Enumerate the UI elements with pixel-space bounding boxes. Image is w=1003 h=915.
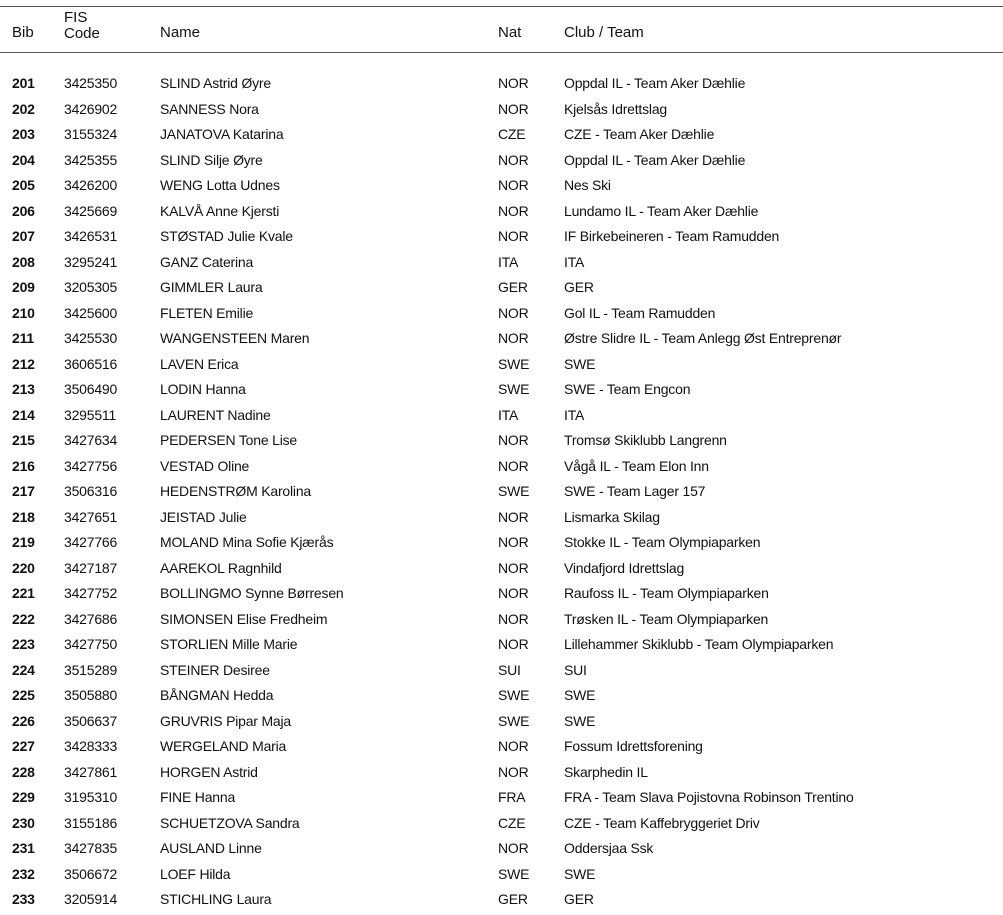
- fis-code: 3428333: [64, 738, 118, 754]
- club-team: SWE: [564, 687, 596, 703]
- club-team: Lundamo IL - Team Aker Dæhlie: [564, 202, 759, 219]
- table-row: [0, 252, 1003, 278]
- athlete-name: STEINER Desiree: [160, 661, 270, 678]
- table-row: [0, 124, 1003, 150]
- nation-code: CZE: [498, 814, 526, 831]
- club-team: SWE: [564, 355, 596, 372]
- club-team: Raufoss IL - Team Olympiaparken: [564, 585, 769, 601]
- nation-code: NOR: [498, 585, 529, 601]
- nation-code: NOR: [498, 304, 529, 321]
- bib-number: 205: [12, 177, 35, 193]
- athlete-name: FINE Hanna: [160, 789, 236, 805]
- nation-code: SWE: [498, 381, 530, 397]
- nation-code: GER: [498, 279, 528, 295]
- table-row: [0, 787, 1003, 813]
- fis-code: 3425530: [64, 330, 118, 346]
- bib-number: 214: [12, 406, 35, 423]
- table-row: [0, 73, 1003, 99]
- bib-number: 207: [12, 228, 35, 244]
- bib-number: 224: [12, 661, 35, 678]
- bib-number: 211: [12, 330, 34, 346]
- club-team: CZE - Team Kaffebryggeriet Driv: [564, 814, 760, 831]
- nation-code: NOR: [498, 508, 529, 525]
- fis-code: 3425600: [64, 304, 118, 321]
- table-row: [0, 685, 1003, 711]
- club-team: Oddersjaa Ssk: [564, 840, 654, 856]
- athlete-name: SANNESS Nora: [160, 100, 259, 117]
- athlete-name: KALVÅ Anne Kjersti: [160, 202, 280, 219]
- bib-number: 220: [12, 559, 35, 576]
- bib-number: 212: [12, 355, 35, 372]
- club-team: Gol IL - Team Ramudden: [564, 304, 716, 321]
- fis-code: 3427634: [64, 432, 118, 448]
- nation-code: NOR: [498, 457, 529, 474]
- table-row: [0, 150, 1003, 176]
- club-team: SWE: [564, 865, 596, 882]
- club-team: SWE: [564, 712, 596, 729]
- fis-code: 3515289: [64, 661, 118, 678]
- club-team: IF Birkebeineren - Team Ramudden: [564, 228, 780, 244]
- bib-number: 202: [12, 100, 35, 117]
- nation-code: NOR: [498, 100, 529, 117]
- nation-code: NOR: [498, 610, 529, 627]
- table-row: [0, 481, 1003, 507]
- nation-code: SWE: [498, 712, 530, 729]
- athlete-name: GRUVRIS Pipar Maja: [160, 712, 291, 729]
- athlete-name: LAVEN Erica: [160, 355, 239, 372]
- bib-number: 227: [12, 738, 35, 754]
- column-header-fis-line2: Code: [64, 25, 100, 42]
- athlete-name: SIMONSEN Elise Fredheim: [160, 610, 328, 627]
- nation-code: NOR: [498, 432, 529, 448]
- athlete-name: LAURENT Nadine: [160, 406, 271, 423]
- club-team: SWE - Team Lager 157: [564, 483, 706, 499]
- fis-code: 3425669: [64, 202, 118, 219]
- athlete-name: AUSLAND Linne: [160, 840, 262, 856]
- nation-code: SWE: [498, 483, 530, 499]
- table-row: [0, 864, 1003, 890]
- athlete-name: FLETEN Emilie: [160, 304, 254, 321]
- table-row: [0, 762, 1003, 788]
- table-row: [0, 736, 1003, 762]
- club-team: Fossum Idrettsforening: [564, 738, 703, 754]
- bib-number: 229: [12, 789, 35, 805]
- bib-number: 226: [12, 712, 35, 729]
- athlete-name: HORGEN Astrid: [160, 763, 258, 780]
- athlete-name: MOLAND Mina Sofie Kjærås: [160, 534, 334, 550]
- nation-code: NOR: [498, 151, 529, 168]
- table-row: [0, 328, 1003, 354]
- bib-number: 203: [12, 126, 35, 142]
- club-team: SWE - Team Engcon: [564, 381, 691, 397]
- nation-code: NOR: [498, 559, 529, 576]
- athlete-name: BÅNGMAN Hedda: [160, 687, 274, 703]
- club-team: SUI: [564, 661, 587, 678]
- nation-code: NOR: [498, 330, 529, 346]
- club-team: CZE - Team Aker Dæhlie: [564, 126, 715, 142]
- column-header-name: Name: [160, 24, 201, 41]
- table-row: [0, 405, 1003, 431]
- club-team: Skarphedin IL: [564, 763, 648, 780]
- club-team: Lismarka Skilag: [564, 508, 660, 525]
- table-row: [0, 813, 1003, 839]
- bib-number: 216: [12, 457, 35, 474]
- bib-number: 225: [12, 687, 35, 703]
- club-team: Trøsken IL - Team Olympiaparken: [564, 610, 769, 627]
- column-header-bib: Bib: [12, 24, 34, 41]
- bib-number: 218: [12, 508, 35, 525]
- club-team: GER: [564, 279, 594, 295]
- nation-code: NOR: [498, 202, 529, 219]
- bib-number: 206: [12, 202, 35, 219]
- table-row: [0, 226, 1003, 252]
- table-row: [0, 838, 1003, 864]
- table-row: [0, 175, 1003, 201]
- fis-code: 3295241: [64, 253, 118, 270]
- bib-number: 221: [12, 585, 35, 601]
- athlete-name: STORLIEN Mille Marie: [160, 636, 298, 652]
- fis-code: 3427835: [64, 840, 118, 856]
- table-row: [0, 201, 1003, 227]
- fis-code: 3606516: [64, 355, 118, 372]
- nation-code: SWE: [498, 355, 530, 372]
- table-row: [0, 354, 1003, 380]
- fis-code: 3155324: [64, 126, 118, 142]
- table-row: [0, 507, 1003, 533]
- bib-number: 223: [12, 636, 35, 652]
- table-row: [0, 303, 1003, 329]
- athlete-name: STØSTAD Julie Kvale: [160, 228, 293, 244]
- fis-code: 3427187: [64, 559, 118, 576]
- fis-code: 3426531: [64, 228, 118, 244]
- fis-code: 3505880: [64, 687, 118, 703]
- fis-code: 3506637: [64, 712, 118, 729]
- athlete-name: STICHLING Laura: [160, 891, 272, 907]
- athlete-name: WENG Lotta Udnes: [160, 177, 280, 193]
- fis-code: 3205914: [64, 891, 118, 907]
- fis-code: 3426902: [64, 100, 118, 117]
- bib-number: 213: [12, 381, 35, 397]
- fis-code: 3506490: [64, 381, 118, 397]
- table-row: [0, 609, 1003, 635]
- club-team: Vindafjord Idrettslag: [564, 559, 685, 576]
- nation-code: NOR: [498, 75, 529, 91]
- top-divider: [0, 6, 1003, 7]
- athlete-name: LODIN Hanna: [160, 381, 246, 397]
- athlete-name: VESTAD Oline: [160, 457, 250, 474]
- nation-code: NOR: [498, 228, 529, 244]
- fis-code: 3155186: [64, 814, 118, 831]
- athlete-name: BOLLINGMO Synne Børresen: [160, 585, 344, 601]
- athlete-name: JEISTAD Julie: [160, 508, 247, 525]
- nation-code: FRA: [498, 789, 526, 805]
- column-header-fis-code: [64, 10, 100, 42]
- table-row: [0, 99, 1003, 125]
- table-row: [0, 456, 1003, 482]
- table-row: [0, 277, 1003, 303]
- athlete-name: GIMMLER Laura: [160, 279, 263, 295]
- bib-number: 228: [12, 763, 35, 780]
- athlete-name: HEDENSTRØM Karolina: [160, 483, 312, 499]
- bib-number: 230: [12, 814, 35, 831]
- table-row: [0, 634, 1003, 660]
- nation-code: NOR: [498, 177, 529, 193]
- athlete-name: LOEF Hilda: [160, 865, 231, 882]
- bib-number: 231: [12, 840, 35, 856]
- club-team: Kjelsås Idrettslag: [564, 100, 668, 117]
- column-header-nat: Nat: [498, 24, 522, 41]
- table-row: [0, 583, 1003, 609]
- column-header-club-team: Club / Team: [564, 24, 644, 41]
- fis-code: 3427750: [64, 636, 118, 652]
- fis-code: 3426200: [64, 177, 118, 193]
- club-team: ITA: [564, 406, 585, 423]
- bib-number: 209: [12, 279, 35, 295]
- club-team: Lillehammer Skiklubb - Team Olympiaparken: [564, 636, 834, 652]
- fis-code: 3427756: [64, 457, 118, 474]
- nation-code: CZE: [498, 126, 526, 142]
- fis-code: 3205305: [64, 279, 118, 295]
- club-team: ITA: [564, 253, 585, 270]
- athlete-name: SLIND Silje Øyre: [160, 151, 263, 168]
- nation-code: NOR: [498, 738, 529, 754]
- athlete-name: AAREKOL Ragnhild: [160, 559, 282, 576]
- fis-code: 3506672: [64, 865, 118, 882]
- bib-number: 210: [12, 304, 35, 321]
- table-row: [0, 660, 1003, 686]
- bib-number: 201: [12, 75, 35, 91]
- club-team: Stokke IL - Team Olympiaparken: [564, 534, 761, 550]
- table-row: [0, 379, 1003, 405]
- bib-number: 233: [12, 891, 35, 907]
- fis-code: 3427651: [64, 508, 118, 525]
- fis-code: 3427766: [64, 534, 118, 550]
- fis-code: 3427752: [64, 585, 118, 601]
- table-row: [0, 558, 1003, 584]
- table-row: [0, 889, 1003, 915]
- table-row: [0, 711, 1003, 737]
- header-divider: [0, 52, 1003, 53]
- athlete-name: PEDERSEN Tone Lise: [160, 432, 297, 448]
- club-team: Nes Ski: [564, 177, 611, 193]
- club-team: Tromsø Skiklubb Langrenn: [564, 432, 727, 448]
- nation-code: GER: [498, 891, 528, 907]
- nation-code: ITA: [498, 253, 519, 270]
- nation-code: NOR: [498, 636, 529, 652]
- fis-code: 3425355: [64, 151, 118, 168]
- nation-code: NOR: [498, 763, 529, 780]
- club-team: Østre Slidre IL - Team Anlegg Øst Entreprenør: [564, 330, 842, 346]
- fis-code: 3427686: [64, 610, 118, 627]
- club-team: Oppdal IL - Team Aker Dæhlie: [564, 75, 746, 91]
- bib-number: 222: [12, 610, 35, 627]
- athlete-name: SLIND Astrid Øyre: [160, 75, 271, 91]
- fis-code: 3427861: [64, 763, 118, 780]
- fis-code: 3195310: [64, 789, 118, 805]
- fis-code: 3425350: [64, 75, 118, 91]
- bib-number: 208: [12, 253, 35, 270]
- bib-number: 217: [12, 483, 35, 499]
- athlete-name: WERGELAND Maria: [160, 738, 287, 754]
- nation-code: SWE: [498, 687, 530, 703]
- start-list-rows: [0, 73, 1003, 915]
- athlete-name: WANGENSTEEN Maren: [160, 330, 310, 346]
- nation-code: NOR: [498, 840, 529, 856]
- nation-code: ITA: [498, 406, 519, 423]
- club-team: GER: [564, 891, 594, 907]
- bib-number: 215: [12, 432, 35, 448]
- bib-number: 232: [12, 865, 35, 882]
- athlete-name: JANATOVA Katarina: [160, 126, 284, 142]
- bib-number: 219: [12, 534, 35, 550]
- athlete-name: SCHUETZOVA Sandra: [160, 814, 300, 831]
- nation-code: SUI: [498, 661, 521, 678]
- fis-code: 3506316: [64, 483, 118, 499]
- table-row: [0, 430, 1003, 456]
- nation-code: SWE: [498, 865, 530, 882]
- bib-number: 204: [12, 151, 35, 168]
- club-team: Oppdal IL - Team Aker Dæhlie: [564, 151, 746, 168]
- club-team: FRA - Team Slava Pojistovna Robinson Trentino: [564, 789, 854, 805]
- club-team: Vågå IL - Team Elon Inn: [564, 457, 709, 474]
- athlete-name: GANZ Caterina: [160, 253, 254, 270]
- table-row: [0, 532, 1003, 558]
- column-header-fis-line1: FIS: [64, 9, 88, 26]
- fis-code: 3295511: [64, 406, 117, 423]
- nation-code: NOR: [498, 534, 529, 550]
